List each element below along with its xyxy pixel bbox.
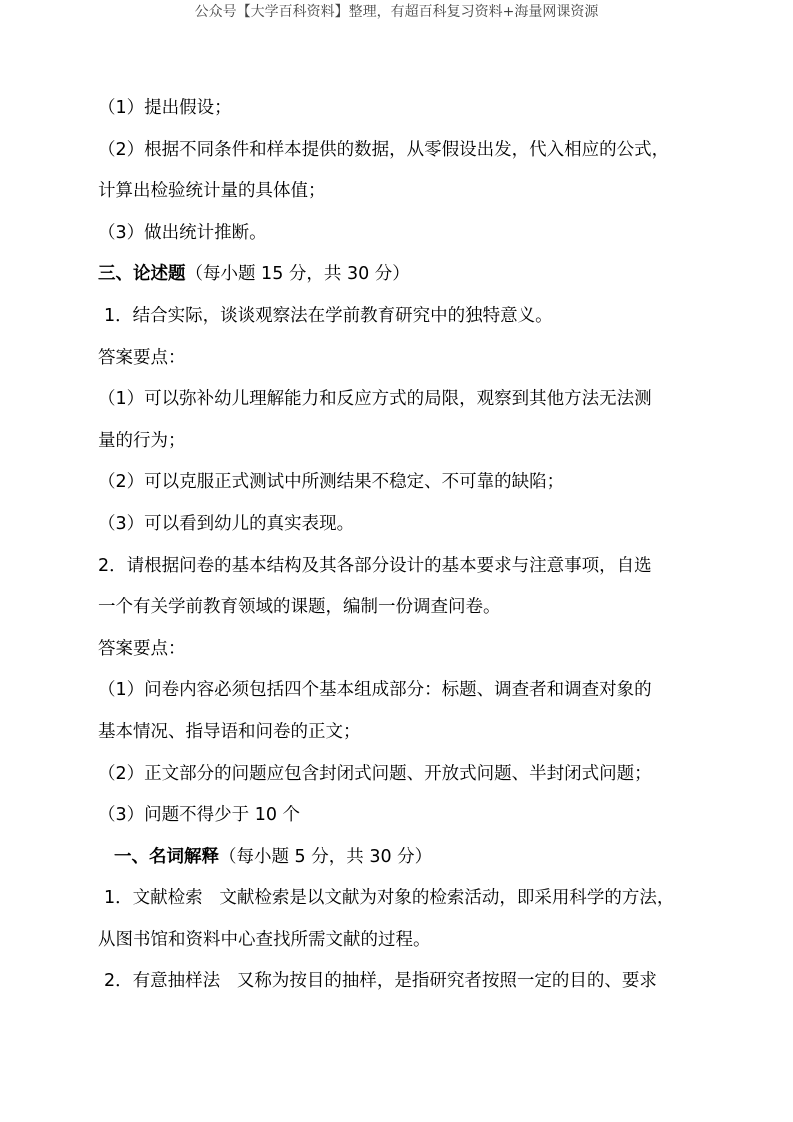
section-heading-essay [0, 254, 793, 296]
text-line: （3）做出统计推断。 [98, 222, 267, 243]
section-title: 一、名词解释 [114, 846, 219, 867]
text-line: 答案要点： [98, 347, 186, 368]
section-note: （每小题 5 分，共 30 分） [219, 846, 433, 867]
text-line: （3）问题不得少于 10 个 [98, 805, 301, 826]
question-line: 1．结合实际，谈谈观察法在学前教育研究中的独特意义。 [104, 305, 553, 326]
text-line: （1）可以弥补幼儿理解能力和反应方式的局限，观察到其他方法无法测 [98, 389, 652, 410]
text-line: 计算出检验统计量的具体值； [98, 181, 326, 202]
document-body [0, 88, 793, 1003]
text-line: （2）正文部分的问题应包含封闭式问题、开放式问题、半封闭式问题； [98, 763, 652, 784]
text-line: （1）问卷内容必须包括四个基本组成部分：标题、调查者和调查对象的 [98, 680, 652, 701]
section-note: （每小题 15 分，共 30 分） [185, 264, 410, 285]
text-line: 从图书馆和资料中心查找所需文献的过程。 [98, 929, 431, 950]
page-header-watermark: 公众号【大学百科资料】整理，有超百科复习资料+海量网课资源 [194, 4, 599, 20]
text-line: 基本情况、指导语和问卷的正文； [98, 721, 361, 742]
term-line: 2．有意抽样法 又称为按目的抽样，是指研究者按照一定的目的、要求 [104, 971, 657, 992]
text-line: 量的行为； [98, 430, 186, 451]
section-title: 三、论述题 [98, 264, 186, 285]
text-line: （2）根据不同条件和样本提供的数据，从零假设出发，代入相应的公式， [98, 139, 670, 160]
term-line: 1．文献检索 文献检索是以文献为对象的检索活动，即采用科学的方法， [104, 888, 675, 909]
text-line: （3）可以看到幼儿的真实表现。 [98, 513, 355, 534]
text-line: （1）提出假设； [98, 98, 232, 118]
text-line: 答案要点： [98, 638, 186, 659]
text-line: （2）可以克服正式测试中所测结果不稳定、不可靠的缺陷； [98, 472, 565, 493]
question-line: 2．请根据问卷的基本结构及其各部分设计的基本要求与注意事项，自选 [98, 555, 652, 576]
section-heading-terms [0, 837, 793, 879]
text-line: 一个有关学前教育领域的课题，编制一份调查问卷。 [98, 597, 501, 618]
